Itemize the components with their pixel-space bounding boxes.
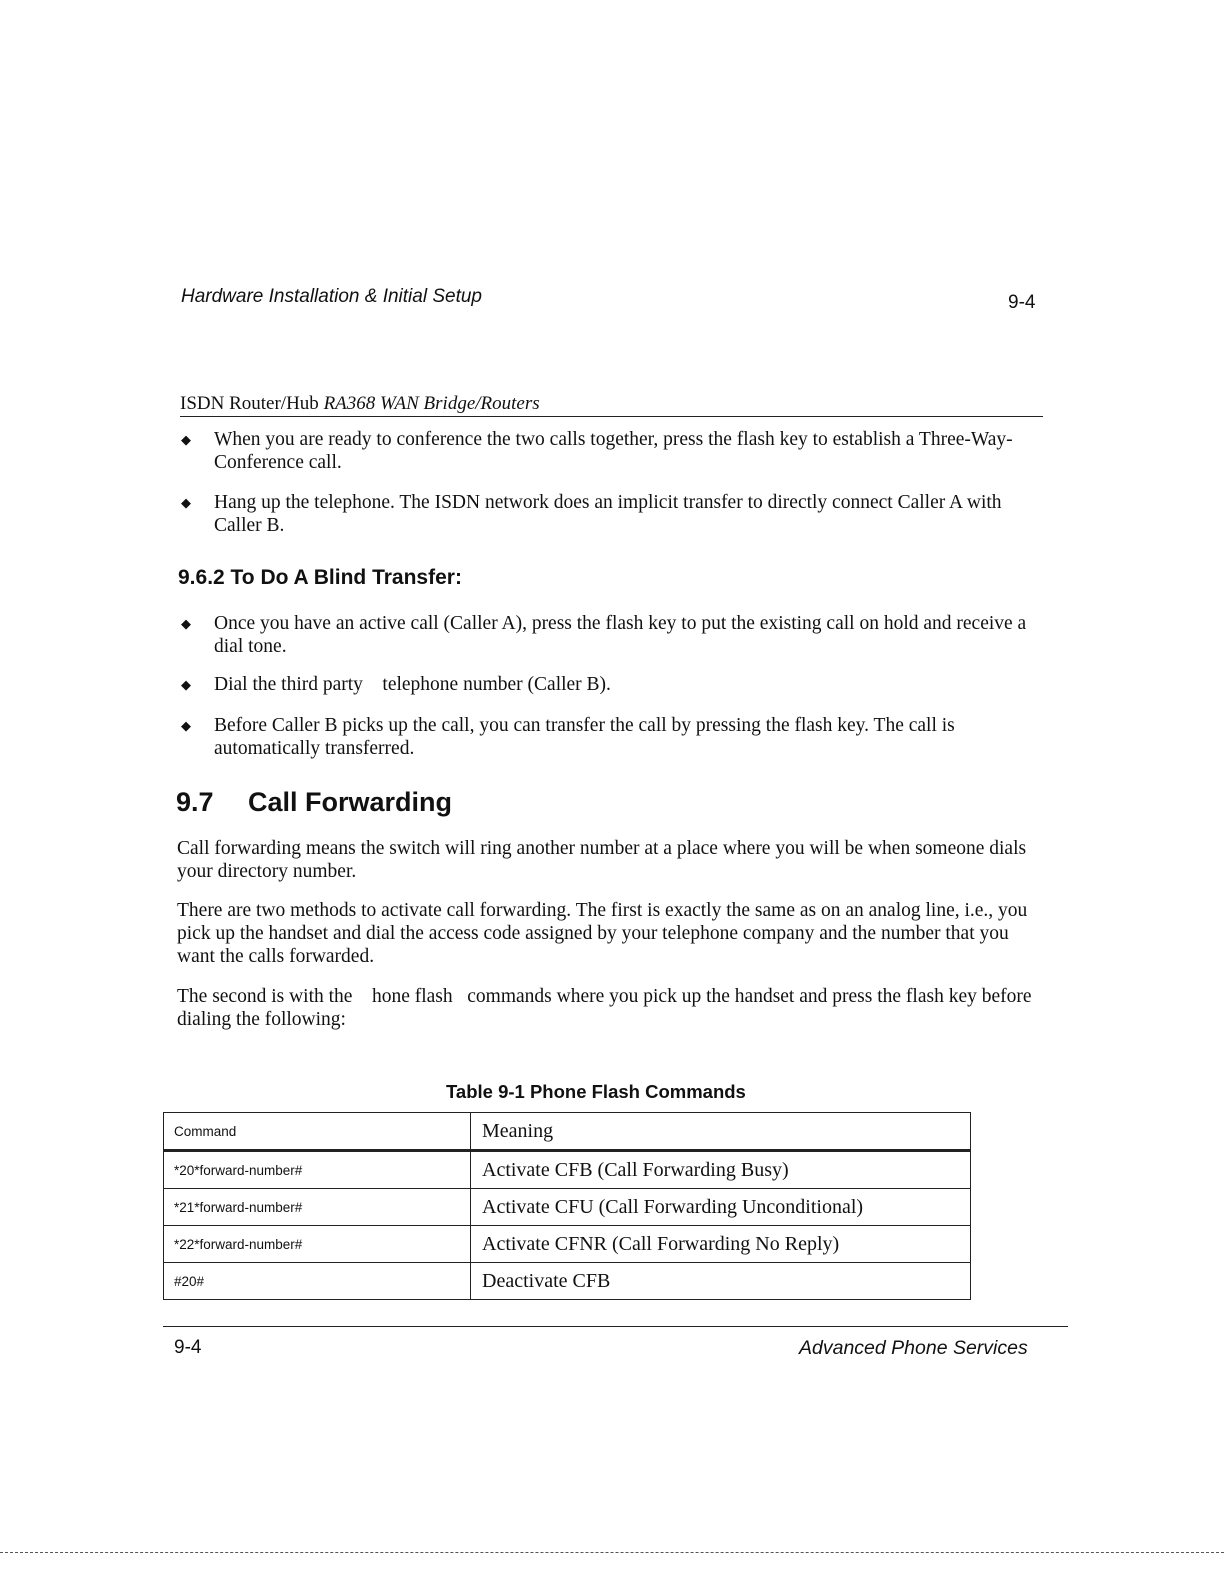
list-item [181, 428, 1041, 474]
footer-page-number: 9-4 [174, 1337, 202, 1358]
scan-edge-line [0, 1552, 1224, 1553]
table-cell-command: #20# [164, 1263, 471, 1300]
footer-divider [163, 1326, 1068, 1327]
table-header-row [164, 1113, 971, 1151]
table-cell-command: *21*forward-number# [164, 1189, 471, 1226]
table-header-meaning: Meaning [471, 1113, 971, 1151]
product-name: ISDN Router/Hub [180, 393, 319, 414]
diamond-bullet-icon: ◆ [181, 616, 191, 631]
table-row [164, 1151, 971, 1189]
diamond-bullet-icon: ◆ [181, 677, 191, 692]
section-title: Call Forwarding [248, 787, 453, 817]
list-item [181, 612, 1041, 658]
list-item-text: Dial the third party telephone number (Caller B). [214, 674, 611, 695]
list-item-text: Once you have an active call (Caller A), press the flash key to put the existing call on hold and receive a dial tone. [214, 613, 1027, 657]
table-row [164, 1189, 971, 1226]
footer-chapter-title: Advanced Phone Services [799, 1337, 1028, 1359]
phone-flash-commands-table [163, 1112, 971, 1300]
running-header-page-number: 9-4 [1008, 292, 1036, 313]
table-header-command: Command [164, 1113, 471, 1151]
list-item [181, 491, 1041, 537]
product-model: RA368 WAN Bridge/Routers [323, 393, 540, 414]
table-cell-meaning: Activate CFU (Call Forwarding Unconditional) [471, 1189, 971, 1226]
paragraph: There are two methods to activate call forwarding. The first is exactly the same as on an analog line, i.e., you pick up the handset and dial the access code assigned by your telephone company and the number that you want the calls forwarded. [177, 900, 1028, 967]
paragraph: The second is with the hone flash commands where you pick up the handset and press the flash key before dialing the following: [177, 986, 1037, 1030]
section-number: 9.7 [176, 787, 214, 817]
table-cell-meaning: Activate CFNR (Call Forwarding No Reply) [471, 1226, 971, 1263]
product-subheader [180, 393, 1043, 417]
diamond-bullet-icon: ◆ [181, 432, 191, 447]
list-item [181, 714, 1041, 760]
list-item-text: When you are ready to conference the two calls together, press the flash key to establish a Three-Way-Conference call. [214, 429, 1013, 473]
table-cell-command: *20*forward-number# [164, 1151, 471, 1189]
list-item-text: Before Caller B picks up the call, you can transfer the call by pressing the flash key. The call is automatically transferred. [214, 715, 955, 759]
section-heading-blind-transfer: 9.6.2 To Do A Blind Transfer: [178, 566, 462, 589]
diamond-bullet-icon: ◆ [181, 718, 191, 733]
list-item-text: Hang up the telephone. The ISDN network does an implicit transfer to directly connect Caller A with Caller B. [214, 492, 1002, 536]
table-row [164, 1263, 971, 1300]
diamond-bullet-icon: ◆ [181, 495, 191, 510]
paragraph: Call forwarding means the switch will ring another number at a place where you will be when someone dials your directory number. [177, 838, 1027, 882]
table-caption: Table 9-1 Phone Flash Commands [446, 1081, 746, 1102]
table-cell-meaning: Deactivate CFB [471, 1263, 971, 1300]
section-heading-call-forwarding [176, 787, 452, 818]
table-cell-meaning: Activate CFB (Call Forwarding Busy) [471, 1151, 971, 1189]
running-header-title: Hardware Installation & Initial Setup [181, 286, 482, 307]
table-cell-command: *22*forward-number# [164, 1226, 471, 1263]
list-item [181, 673, 1041, 696]
table-row [164, 1226, 971, 1263]
